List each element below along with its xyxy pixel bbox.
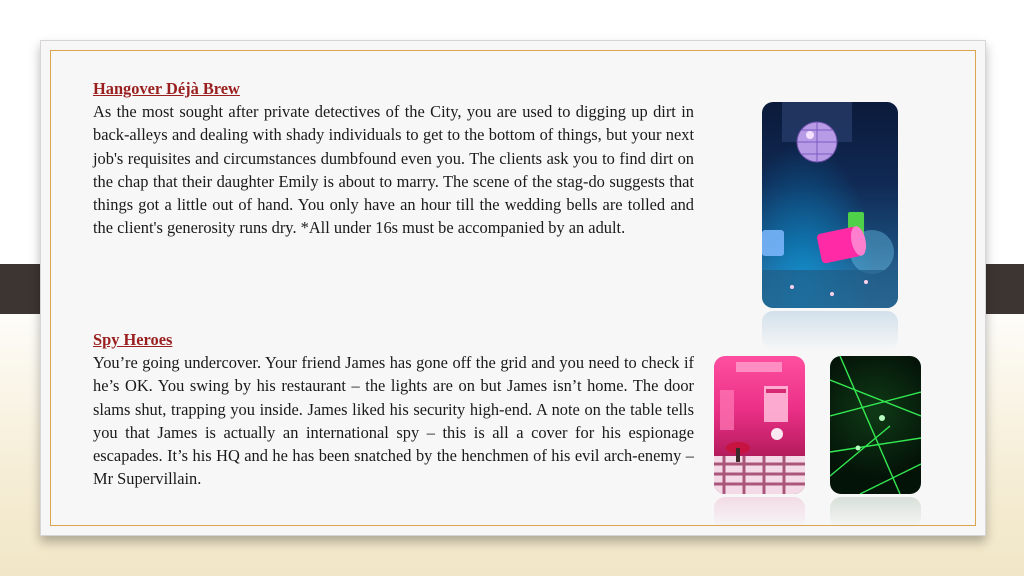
content-card [40,40,986,536]
laser-photo [830,356,921,494]
section-heading[interactable]: Spy Heroes [93,330,173,349]
restaurant-photo-reflection [714,497,805,529]
restaurant-photo [714,356,805,494]
party-photo [762,102,898,308]
section-body: As the most sought after private detectives of the City, you are used to digging up dirt in back-alleys and dealing with shady individuals to get to the bottom of things, but your next job's requisites and circumstances dumbfound even you. The clients ask you to find dirt on the chap that their daughter Emily is about to marry. The scene of the stag-do suggests that things got a little out of hand. You only have an hour till the wedding bells are tolled and the client's generosity runs dry. *All under 16s must be accompanied by an adult. [93,102,694,238]
section-body: You’re going undercover. Your friend James has gone off the grid and you need to check if he’s OK. You swing by his restaurant – the lights are on but James isn’t home. The door slams shut, trapping you inside. James liked his security high-end. A note on the table tells you that James is actually an international spy – this is all a cover for his espionage escapades. It’s his HQ and he has been snatched by the henchmen of his evil arch-enemy – Mr Supervillain. [93,353,694,489]
laser-photo-reflection [830,497,921,529]
section-hangover [93,77,694,239]
section-heading[interactable]: Hangover Déjà Brew [93,79,240,98]
party-photo-reflection [762,311,898,351]
section-spy-heroes [93,328,694,490]
